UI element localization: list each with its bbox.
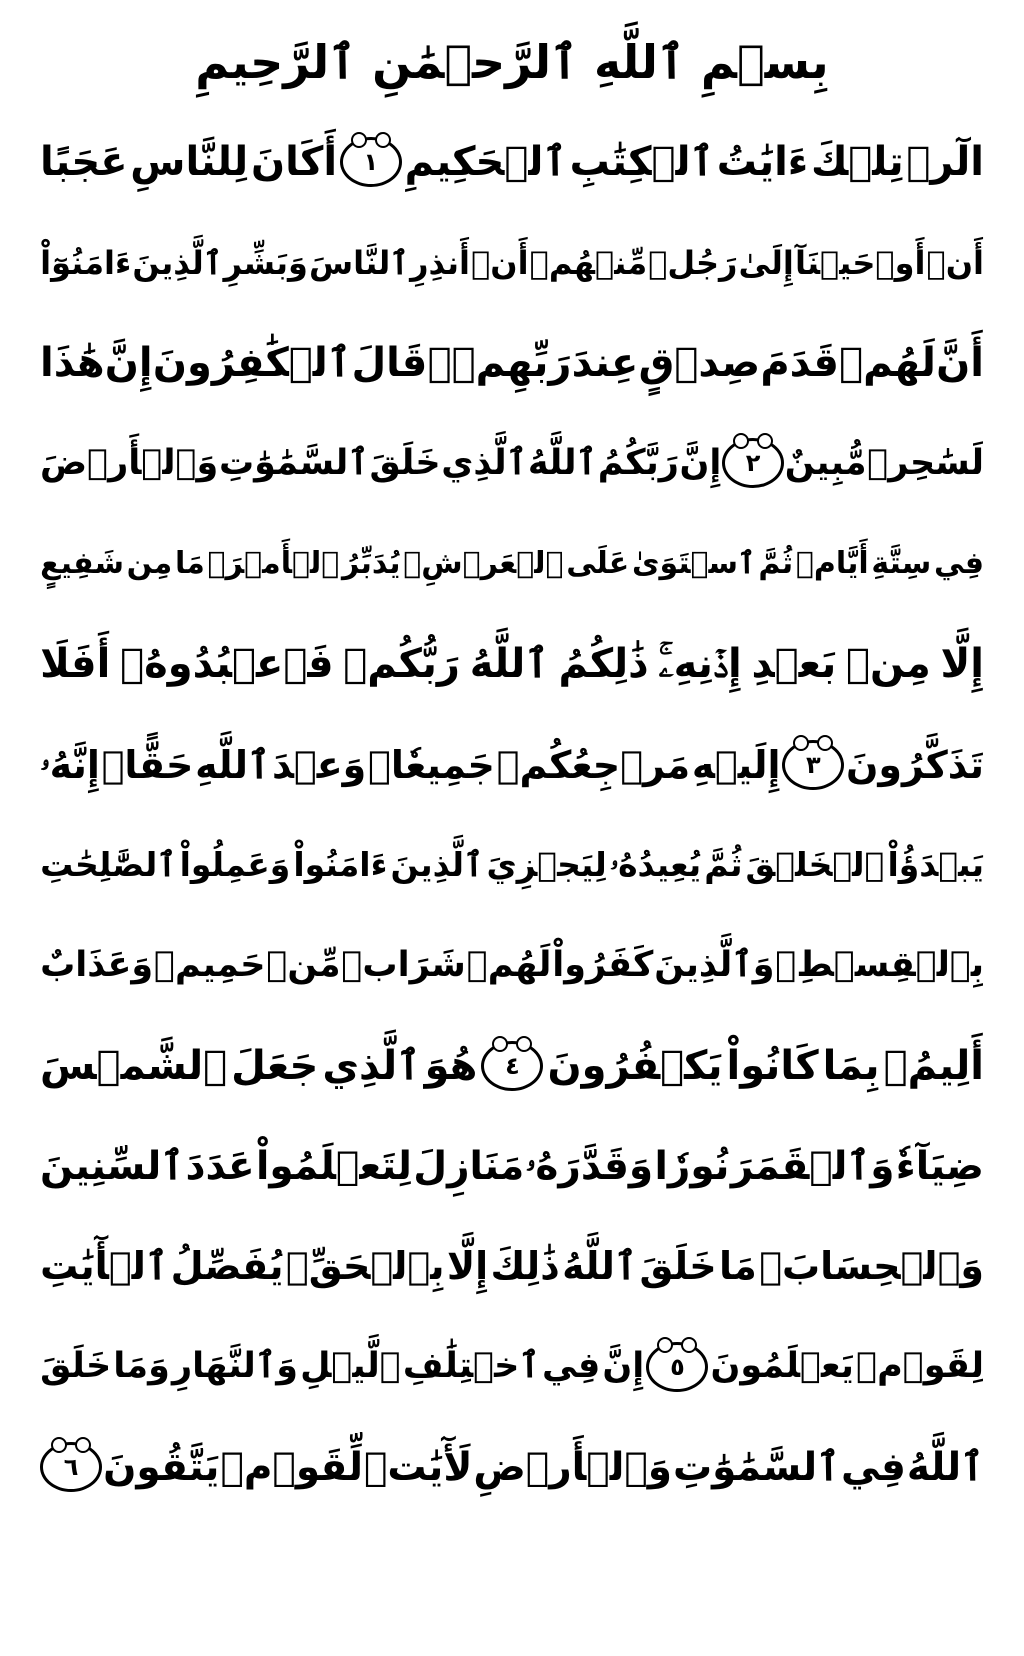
verse-word: وَعَمِلُواْ <box>179 845 291 885</box>
verse-word: ٱللَّهِ <box>195 742 271 787</box>
verse-line <box>40 514 984 614</box>
verse-word: عَجَبًا <box>40 139 128 186</box>
verse-word: لِتَعۡلَمُواْ <box>256 1143 412 1189</box>
verse-word: مِّنۡهُمۡ <box>529 243 648 282</box>
verse-word: خَلَقَ <box>639 1244 717 1289</box>
verse-word: وَمَا <box>113 1346 170 1387</box>
verse-line <box>40 1417 984 1517</box>
verse-word: فِي <box>934 545 984 581</box>
verse-word: إِنَّ <box>104 339 153 386</box>
verse-word: فِي <box>840 1444 906 1490</box>
verse-word: وَٱلنَّهَارِ <box>171 1346 299 1387</box>
verse-word: إِنَّ <box>679 442 722 483</box>
verse-word: ٱللَّهُ <box>469 641 549 688</box>
ayah-number: ٤ <box>505 1051 520 1080</box>
verse-word: إِلَّا <box>446 1244 489 1289</box>
verse-word: خَلَقَ <box>369 442 441 483</box>
verse-line <box>40 1016 984 1116</box>
verse-word: أَنۡ <box>926 243 984 282</box>
verse-word: يُدَبِّرُ <box>341 545 401 581</box>
verse-word: يُعِيدُهُۥ <box>609 845 702 885</box>
verse-word: خَلَقَ <box>40 1346 112 1387</box>
verse-line <box>40 313 984 413</box>
verse-word: إِلَىٰ <box>738 243 794 282</box>
verse-line <box>40 1116 984 1216</box>
verse-word: إِلَيۡهِ <box>691 742 781 787</box>
verse-word: لِلنَّاسِ <box>130 139 249 186</box>
verse-word: إِلَّا <box>940 641 984 688</box>
verse-word: مِن <box>126 545 173 581</box>
verse-word: مَرۡجِعُكُمۡ <box>496 742 691 787</box>
verse-word: عِندَ <box>571 339 639 386</box>
verse-word: تَذَكَّرُونَ <box>845 742 984 787</box>
verse-word: عَلَى <box>566 545 630 581</box>
verse-word: بِٱلۡقِسۡطِۚ <box>775 944 984 985</box>
verse-word: لِقَوۡمٖ <box>856 1346 984 1387</box>
verse-word: ٱلۡكِتَٰبِ <box>569 139 714 186</box>
verse-word: ضِيَآءٗ <box>895 1143 984 1189</box>
verse-word: ذَٰلِكُمُ <box>558 641 649 688</box>
verse-word: أَيَّامٖ <box>795 545 869 581</box>
verse-word: كَانُواْ <box>726 1042 819 1089</box>
verse-line <box>40 112 984 212</box>
verse-word: لَسَٰحِرٞ <box>867 442 984 483</box>
verse-word: يَعۡلَمُونَ <box>710 1346 854 1387</box>
verse-word: نُورٗا <box>654 1143 730 1189</box>
verse-word: ٱلۡأَمۡرَۖ <box>207 545 340 581</box>
verse-word: أَوۡحَيۡنَآ <box>794 243 926 282</box>
verse-word: تِلۡكَ <box>811 139 904 186</box>
verse-word: ثُمَّ <box>704 845 743 885</box>
verse-line <box>40 714 984 814</box>
ayah-number-marker <box>782 740 844 790</box>
verse-word: فَٱعۡبُدُوهُۚ <box>120 641 334 688</box>
verse-word: فِي <box>542 1346 601 1387</box>
ayah-number: ٥ <box>670 1352 685 1381</box>
verse-word: لَهُمۡ <box>839 339 936 386</box>
verse-word: رَبَّكُمُ <box>597 442 679 483</box>
verse-word: لَهُمۡ <box>466 944 552 985</box>
verse-word: رَجُلٖ <box>648 243 738 282</box>
verse-word: لِيَجۡزِيَ <box>486 845 607 885</box>
verse-word: إِنَّهُۥ <box>40 742 100 787</box>
basmala: بِسۡمِ ٱللَّهِ ٱلرَّحۡمَٰنِ ٱلرَّحِيمِ <box>195 35 829 89</box>
verse-word: ثُمَّ <box>758 545 794 581</box>
verse-word: ٱلسِّنِينَ <box>40 1143 185 1189</box>
verse-line <box>40 614 984 714</box>
verse-word: ٱللَّهُ <box>562 1244 638 1289</box>
verse-word: مَا <box>719 1244 757 1289</box>
verse-word: أَفَلَا <box>40 641 111 688</box>
verse-word: جَعَلَ <box>231 1042 319 1089</box>
verse-word: شَفِيعٍ <box>40 545 124 581</box>
verse-word: سِتَّةِ <box>871 545 932 581</box>
verse-word: ٱلَّذِي <box>441 442 528 483</box>
verse-word: بِمَا <box>822 1042 880 1089</box>
verse-word: ذَٰلِكَ <box>490 1244 560 1289</box>
verse-word: بِٱلۡحَقِّۚ <box>285 1244 445 1289</box>
verse-word: قَالَ <box>351 339 428 386</box>
verse-word: مِنۢ <box>845 641 931 688</box>
verse-word: ٱسۡتَوَىٰ <box>631 545 756 581</box>
verse-word: مِّنۡ <box>266 944 341 985</box>
verse-word: ٱلصَّٰلِحَٰتِ <box>40 845 177 885</box>
verse-word: أَنَّ <box>936 339 984 386</box>
verse-word: يَتَّقُونَ <box>103 1444 220 1490</box>
verse-word: وَقَدَّرَهُۥ <box>525 1143 654 1189</box>
verse-line <box>40 1216 984 1316</box>
verse-line <box>40 915 984 1015</box>
verse-word: رَبُّكُمۡ <box>343 641 460 688</box>
verse-word: ءَامَنُوٓاْ <box>40 243 132 282</box>
verse-line <box>40 212 984 312</box>
verse-word: يُفَصِّلُ <box>170 1244 284 1289</box>
verse-word: وَٱلۡحِسَابَۚ <box>759 1244 984 1289</box>
verse-line <box>40 815 984 915</box>
verse-line <box>40 1317 984 1417</box>
verse-word: أَلِيمُۢ <box>883 1042 984 1089</box>
verse-word: رَبِّهِمۡۗ <box>427 339 572 386</box>
verse-word: ٱلۡخَلۡقَ <box>745 845 885 885</box>
ayah-number: ٢ <box>745 449 761 478</box>
verse-word: ءَايَٰتُ <box>716 139 809 186</box>
ayah-number: ٣ <box>805 750 821 779</box>
verse-word: ءَامَنُواْ <box>293 845 388 885</box>
verse-word: إِنَّ <box>602 1346 645 1387</box>
verse-line <box>40 413 984 513</box>
verse-word: ٱلۡكَٰفِرُونَ <box>152 339 352 386</box>
verse-word: يَبۡدَؤُاْ <box>887 845 984 885</box>
verse-word: مَنَازِلَ <box>413 1143 525 1189</box>
verse-word: الٓرۚ <box>906 139 984 186</box>
verse-word: ٱللَّهُ <box>527 442 598 483</box>
verse-word: هَٰذَا <box>40 339 105 386</box>
ayah-number-marker <box>646 1342 708 1392</box>
verse-word: حَقًّاۚ <box>101 742 194 787</box>
verse-word: حَمِيمٖ <box>154 944 266 985</box>
verse-word: وَعَذَابٌ <box>40 944 154 985</box>
ayah-number: ١ <box>363 148 379 177</box>
verse-word: أَكَانَ <box>250 139 338 186</box>
verse-word: وَٱلَّذِينَ <box>654 944 775 985</box>
verse-word: ٱللَّهُ <box>906 1444 984 1490</box>
verse-word: صِدۡقٍ <box>638 339 761 386</box>
verse-word: ٱلَّذِي <box>322 1042 421 1089</box>
verse-word: جَمِيعٗاۖ <box>368 742 495 787</box>
ayah-number-marker <box>40 1442 102 1492</box>
verse-word: عَدَدَ <box>185 1143 255 1189</box>
verse-word: لَأٓيَٰتٖ <box>363 1444 473 1490</box>
verse-word: ٱلَّذِينَ <box>132 243 223 282</box>
verse-lines <box>40 112 984 1517</box>
verse-word: لِّقَوۡمٖ <box>220 1444 363 1490</box>
ayah-number-marker <box>722 438 784 488</box>
verse-word: ٱلَّيۡلِ <box>300 1346 401 1387</box>
verse-word: مَا <box>174 545 205 581</box>
verse-word: وَبَشِّرِ <box>223 243 308 282</box>
verse-word: إِذۡنِهِۦۚ <box>658 641 742 688</box>
verse-word: ٱلۡحَكِيمِ <box>404 139 567 186</box>
verse-word: ٱخۡتِلَٰفِ <box>402 1346 540 1387</box>
ayah-number-marker <box>340 137 402 187</box>
verse-word: ٱلۡعَرۡشِۖ <box>403 545 564 581</box>
verse-word: كَفَرُواْ <box>552 944 654 985</box>
verse-word: أَنۡ <box>471 243 529 282</box>
verse-word: شَرَابٞ <box>341 944 466 985</box>
verse-word: ٱلسَّمَٰوَٰتِ <box>672 1444 840 1490</box>
verse-word: وَعۡدَ <box>271 742 367 787</box>
ayah-number: ٦ <box>63 1453 79 1482</box>
verse-word: ٱلۡأٓيَٰتِ <box>40 1244 169 1289</box>
verse-word: هُوَ <box>424 1042 478 1089</box>
ayah-number-marker <box>481 1041 543 1091</box>
verse-word: وَٱلۡقَمَرَ <box>730 1143 895 1189</box>
verse-word: ٱلشَّمۡسَ <box>40 1042 228 1089</box>
verse-word: أَنذِرِ <box>410 243 470 282</box>
verse-word: وَٱلۡأَرۡضِ <box>473 1444 672 1490</box>
verse-word: يَكۡفُرُونَ <box>547 1042 723 1089</box>
verse-word: ٱلسَّمَٰوَٰتِ <box>218 442 369 483</box>
verse-word: قَدَمَ <box>760 339 839 386</box>
verse-word: بَعۡدِ <box>751 641 837 688</box>
verse-word: ٱلَّذِينَ <box>390 845 484 885</box>
verse-word: وَٱلۡأَرۡضَ <box>40 442 219 483</box>
verse-word: ٱلنَّاسَ <box>309 243 410 282</box>
verse-word: مُّبِينٌ <box>784 442 867 483</box>
